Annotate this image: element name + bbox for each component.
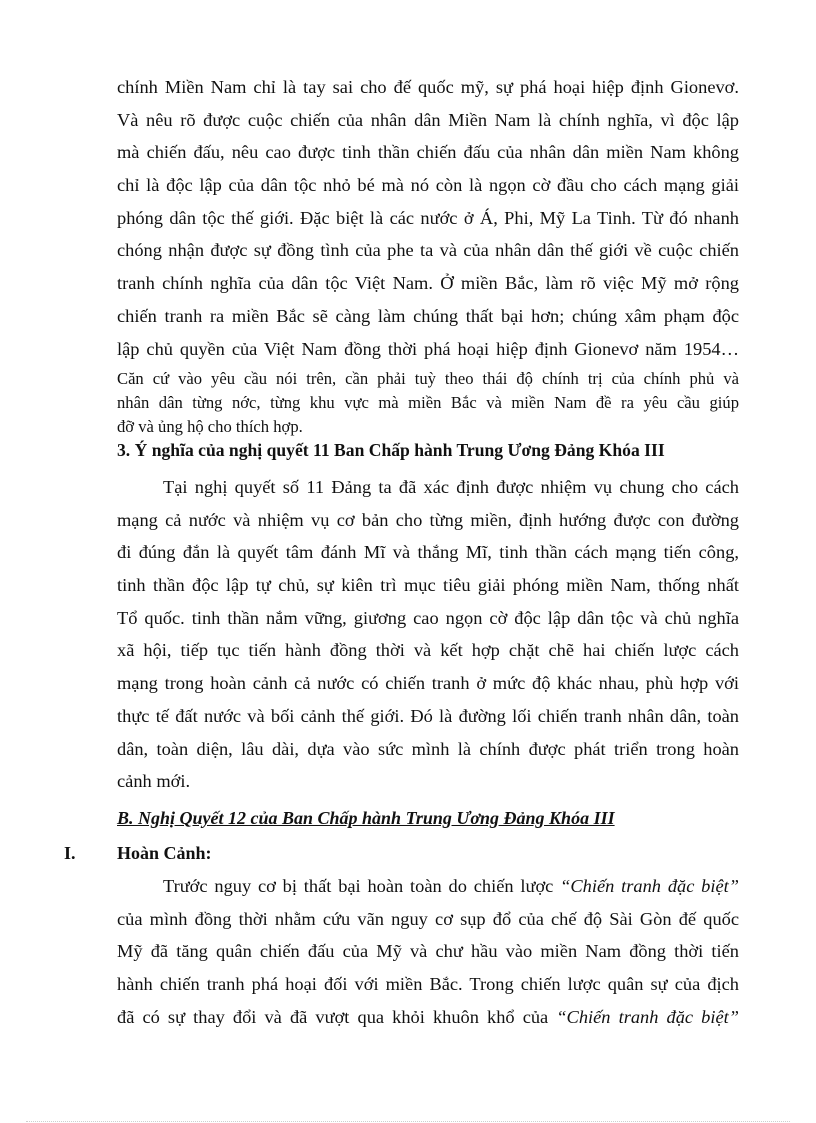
text-line: xã hội, tiếp tục tiến hành đồng thời và kết hợp chặt chẽ hai chiến lược cách [117, 640, 739, 661]
text-line: mạng trong hoàn cảnh cả nước có chiến tranh ở mức độ khác nhau, phù hợp với [117, 673, 739, 694]
text-run: đã có sự thay đổi và đã vượt qua khỏi khuôn khổ của [117, 1006, 557, 1027]
section-b-heading: B. Nghị Quyết 12 của Ban Chấp hành Trung Ương Đảng Khóa III [117, 808, 615, 828]
text-line: mà chiến đấu, nêu cao được tinh thần chiến đấu của nhân dân miền Nam không [117, 142, 739, 163]
text-line-last [117, 1001, 739, 1034]
text-line: chiến tranh ra miền Bắc sẽ càng làm chúng thất bại hơn; chúng xâm phạm độc [117, 305, 739, 326]
italic-quote: “Chiến tranh đặc biệt” [560, 876, 739, 896]
text-line: tranh chính nghĩa của dân tộc Việt Nam. Ở miền Bắc, làm rõ việc Mỹ mở rộng [117, 273, 739, 294]
text-line: Mỹ đã tăng quân chiến đấu của Mỹ và chư hầu vào miền Nam đồng thời tiến [117, 941, 739, 962]
paragraph-small-note [117, 367, 739, 439]
subsection-title: Hoàn Cảnh: [117, 843, 212, 863]
text-line: đi đúng đắn là quyết tâm đánh Mĩ và thắng Mĩ, tinh thần cách mạng tiến công, [117, 542, 739, 563]
text-line: Căn cứ vào yêu cầu nói trên, cần phải tuỳ theo thái độ chính trị của chính phủ và [117, 369, 739, 388]
text-line: Tại nghị quyết số 11 Đảng ta đã xác định được nhiệm vụ chung cho cách [163, 477, 739, 497]
paragraph-section-a-continued [117, 71, 739, 365]
text-line: Và nêu rõ được cuộc chiến của nhân dân Miền Nam là chính nghĩa, vì độc lập [117, 109, 739, 130]
text-line: chính Miền Nam chỉ là tay sai cho đế quốc mỹ, sự phá hoại hiệp định Gionevơ. [117, 77, 739, 97]
text-line: đỡ và ủng hộ cho thích hợp. [117, 417, 303, 436]
text-line: chóng nhận được sự đồng tình của phe ta và của nhân dân thế giới về cuộc chiến [117, 240, 739, 261]
text-line: hành chiến tranh phá hoại đối với miền Bắc. Trong chiến lược quân sự của địch [117, 974, 739, 995]
text-line: dân, toàn diện, lâu dài, dựa vào sức mình là chính được phát triển trong hoàn [117, 738, 739, 759]
paragraph-section-3 [117, 471, 739, 798]
text-line: nhân dân từng nớc, từng khu vực mà miền Bắc và miền Nam đề ra yêu cầu giúp [117, 393, 739, 412]
text-line: tinh thần độc lập tự chủ, sự kiên trì mục tiêu giải phóng miền Nam, thống nhất [117, 575, 739, 596]
text-line: Tổ quốc. tinh thần nắm vững, giương cao ngọn cờ độc lập dân tộc và chủ nghĩa [117, 607, 739, 628]
text-line: thực tế đất nước và bối cảnh thế giới. Đó là đường lối chiến tranh nhân dân, toàn [117, 705, 739, 726]
text-line: mạng cả nước và nhiệm vụ cơ bản cho từng miền, định hướng được con đường [117, 509, 739, 530]
text-line: của mình đồng thời nhằm cứu vãn nguy cơ sụp đổ của chế độ Sài Gòn đế quốc [117, 908, 739, 929]
text-line-first [117, 870, 739, 903]
text-line: lập chủ quyền của Việt Nam đồng thời phá hoại hiệp định Gionevơ năm 1954… [117, 338, 739, 359]
text-line: cảnh mới. [117, 771, 191, 792]
text-run: Trước nguy cơ bị thất bại hoàn toàn do chiến lược [163, 876, 561, 896]
text-line: phóng dân tộc thế giới. Đặc biệt là các nước ở Á, Phi, Mỹ La Tinh. Từ đó nhanh [117, 207, 739, 228]
section-3-heading: 3. Ý nghĩa của nghị quyết 11 Ban Chấp hành Trung Ương Đảng Khóa III [117, 440, 665, 460]
italic-quote: “Chiến tranh đặc biệt” [556, 1006, 739, 1027]
page-bottom-divider [26, 1121, 790, 1122]
subsection-number: I. [64, 843, 76, 863]
text-line: chỉ là độc lập của dân tộc nhỏ bé mà nó còn là ngọn cờ đầu cho cách mạng giải [117, 175, 739, 196]
paragraph-section-b [117, 870, 739, 1033]
